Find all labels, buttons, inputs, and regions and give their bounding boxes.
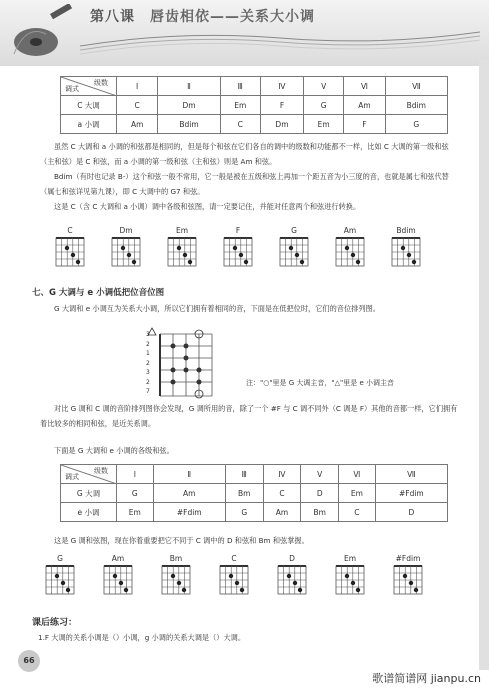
chord-grid-icon [44,564,76,598]
chord-name: C [67,226,73,235]
watermark: 歌谱简谱网 jianpu.cn [372,672,481,685]
chord-name: G [57,554,63,563]
chord-name: Am [111,554,125,563]
paragraph: 这是 G 调和弦图，现在你着重要把它不同于 C 调中的 D 和弦和 Bm 和弦掌握。 [54,536,309,545]
chord-grid-icon [218,564,250,598]
fret-label: 2 [146,359,150,367]
fret-label: 7 [146,388,150,395]
chord-grid-icon [222,236,254,270]
chord-name: D [289,554,295,563]
chord-grid-icon [390,236,422,270]
chord-name: Am [343,226,357,235]
chord-name: C [231,554,237,563]
table-corner: 级数 调式 [61,465,117,484]
chord-name: Bdim [396,226,416,235]
degree-header: Ⅵ [344,77,385,96]
chord-name: Em [343,554,357,563]
page-number: 66 [18,650,40,672]
degree-header: Ⅶ [375,465,447,484]
page-header [0,0,489,66]
fret-note-labels [146,330,154,397]
exercise-title: 课后练习： [32,618,78,628]
degree-header: Ⅵ [339,465,376,484]
guitar-icon [6,4,76,60]
music-staff-decoration [80,26,480,56]
degree-header: Ⅴ [301,465,339,484]
chord-grid-icon [392,564,424,598]
c-key-chord-diagrams [50,226,450,278]
degree-header: Ⅶ [385,77,447,96]
degree-header: Ⅱ [158,77,220,96]
exercise-question: 1.F 大调的关系小调是（）小调，g 小调的关系大调是（）大调。 [38,633,246,642]
chord-grid-icon [334,236,366,270]
chord-grid-icon [110,236,142,270]
degree-header: Ⅲ [225,465,263,484]
fret-label: 3 [146,369,150,376]
chord-name: Bm [169,554,183,563]
degree-header: Ⅴ [304,77,344,96]
lesson-title: 唇齿相依——关系大小调 [150,9,315,25]
c-major-a-minor-table [60,76,448,134]
paragraph: 对比 G 调和 C 调的音阶排列图你会发现，G 调所用的音，除了一个 #F 与 C 调不同外（C 调是 F）其他的音都一样，它们拥有着比较多的相同和弦，是近关系调。 [40,404,458,428]
fret-label: 1 [146,350,150,357]
fretboard-note: 注："○"里是 G 大调主音，"△"里是 e 小调主音 [246,379,395,387]
table-row: G 大调 G Am Bm C D Em #Fdim [61,484,448,503]
chord-grid-icon [160,564,192,598]
paragraph: G 大调和 e 小调互为关系大小调，所以它们拥有着相同的音，下面是在低把位时，它们的音位排列图。 [54,304,380,313]
table-row: C 大调 C Dm Em F G Am Bdim [61,96,448,115]
degree-header: Ⅰ [117,465,154,484]
side-bar [479,60,489,670]
chord-grid-icon [54,236,86,270]
paragraph: Bdim（有时也记录 B-）这个和弦一般不常用，它一般是被在五级和弦上再加一个距五音为小三度的音，也就是属七和弦代替（属七和弦详见第九课），即 C 大调中的 G7 和弦。 [40,172,449,196]
degree-header: Ⅲ [220,77,260,96]
paragraph: 虽然 C 大调和 a 小调的和弦都是相同的，但是每个和弦在它们各自的调中的级数和功能都不一样，比如 C 大调的第一级和弦（主和弦）是 C 和弦，而 a 小调的第一级和弦（主和弦）则是 Am 和弦。 [40,142,449,166]
chord-grid-icon [166,236,198,270]
paragraph: 下面是 G 大调和 e 小调的各级和弦。 [54,446,174,455]
fret-label: 2 [146,340,150,348]
chord-grid-icon [102,564,134,598]
g-key-chord-diagrams [40,554,460,606]
table-row: e 小调 Em #Fdim G Am Bm C D [61,503,448,522]
section-heading: 七、G 大调与 e 小调低把位音位图 [32,288,165,298]
table-corner: 级数 调式 [61,77,117,96]
lesson-label: 第八课 [90,9,135,25]
chord-grid-icon [334,564,366,598]
chord-name: #Fdim [395,554,421,563]
fret-label: 3 [146,331,150,338]
degree-header: Ⅰ [117,77,158,96]
chord-grid-icon [278,236,310,270]
chord-name: G [291,226,297,235]
degree-header: Ⅱ [153,465,225,484]
table-row: a 小调 Am Bdim C Dm Em F G [61,115,448,134]
degree-header: Ⅳ [263,465,301,484]
chord-name: Em [175,226,189,235]
degree-header: Ⅳ [260,77,303,96]
chord-grid-icon [276,564,308,598]
paragraph: 这是 C（含 C 大调和 a 小调）调中各级和弦图，请一定要记住，并能对任意两个和弦进行转换。 [54,202,361,211]
fret-label: 2 [146,378,150,386]
chord-name: F [235,226,241,235]
g-major-e-minor-table [60,464,448,522]
chord-name: Dm [119,226,133,235]
